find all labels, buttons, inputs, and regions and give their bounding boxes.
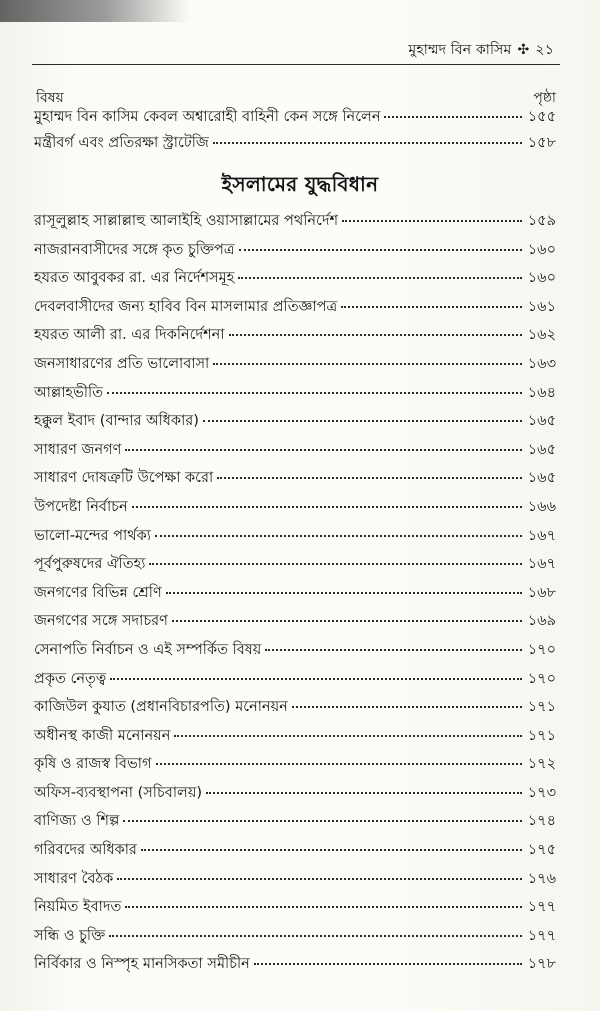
toc-entry-title: সন্ধি ও চুক্তি (34, 927, 106, 944)
toc-entry-title: গরিবদের অধিকার (34, 842, 137, 859)
toc-entry-title: হযরত আবুবকর রা. এর নির্দেশসমূহ (34, 270, 235, 287)
toc-entry-title: কাজিউল কুযাত (প্রধানবিচারপতি) মনোনয়ন (34, 699, 288, 716)
toc-entry-page: ১৬১ (527, 298, 556, 315)
toc-entry-page: ১৬৫ (527, 441, 556, 458)
section-heading: ইসলামের যুদ্ধবিধান (221, 172, 379, 196)
toc-entry (34, 839, 556, 868)
toc-entry (34, 582, 556, 611)
dot-leader (123, 820, 522, 822)
toc-entry-page: ১৬৪ (527, 384, 556, 401)
dot-leader (384, 116, 522, 118)
toc-entry (34, 696, 556, 725)
toc-entry-page: ১৭২ (527, 756, 556, 773)
dot-leader (149, 563, 522, 565)
toc-entry-page: ১৭৪ (527, 813, 556, 830)
dot-leader (213, 142, 522, 144)
ornament-icon: ✣ (517, 42, 530, 58)
dot-leader (265, 649, 522, 651)
dot-leader (213, 363, 522, 365)
toc-entry-title: আল্লাহভীতি (34, 384, 104, 401)
dot-leader (109, 935, 522, 937)
toc-entry-page: ১৭৮ (527, 956, 556, 973)
toc-entry-page: ১৬০ (527, 270, 556, 287)
toc-entry-title: উপদেষ্টা নির্বাচন (34, 498, 128, 515)
toc-entry-title: পূর্বপুরুষদের ঐতিহ্য (34, 556, 146, 573)
toc-entry-page: ১৫৫ (527, 109, 556, 125)
dot-leader (156, 763, 523, 765)
dot-leader (254, 963, 522, 965)
dot-leader (238, 277, 522, 279)
toc-list (34, 210, 556, 982)
toc-entry-page: ১৭৭ (527, 899, 556, 916)
dot-leader (203, 420, 522, 422)
toc-entry-page: ১৫৯ (527, 213, 556, 229)
toc-entry (34, 639, 556, 668)
toc-entry-title: দেবলবাসীদের জন্য হাবিব বিন মাসলামার প্রতিজ্ঞাপত্র (34, 298, 338, 315)
toc-entry-title: জনগণের বিভিন্ন শ্রেণি (34, 584, 162, 601)
toc-entry-title: সাধারণ বৈঠক (34, 870, 114, 887)
toc-entry (34, 439, 556, 468)
dot-leader (107, 392, 522, 394)
toc-entry (34, 296, 556, 325)
toc-entry (34, 782, 556, 811)
toc-entry (34, 496, 556, 525)
toc-entry (34, 382, 556, 411)
toc-entry (34, 896, 556, 925)
dot-leader (174, 735, 522, 737)
toc-entry-title: সাধারণ দোষত্রুটি উপেক্ষা করো (34, 470, 214, 487)
dot-leader (110, 678, 522, 680)
toc-entry (34, 753, 556, 782)
toc-entry (34, 267, 556, 296)
toc-entry-page: ১৬২ (527, 327, 556, 344)
toc-entry (34, 132, 556, 158)
toc-entry-page: ১৭০ (527, 641, 556, 658)
toc-entry-page: ১৭৬ (527, 870, 556, 887)
toc-entry-title: মুহাম্মদ বিন কাসিম কেবল অশ্বারোহী বাহিনী কেন সঙ্গে নিলেন (34, 109, 381, 125)
toc-entry (34, 525, 556, 554)
running-header-title: মুহাম্মদ বিন কাসিম (408, 42, 512, 58)
dot-leader (166, 592, 522, 594)
toc-entry-page: ১৬৯ (527, 613, 556, 630)
toc-entry-title: অফিস-ব্যবস্থাপনা (সচিবালয়) (34, 784, 203, 801)
toc-entry-title: মন্ত্রীবর্গ এবং প্রতিরক্ষা স্ট্রাটেজি (34, 135, 209, 151)
toc-entry (34, 324, 556, 353)
page-column-label: পৃষ্ঠা (533, 90, 556, 106)
toc-entry-title: প্রকৃত নেতৃত্ব (34, 670, 107, 687)
toc-entry (34, 725, 556, 754)
toc-entry (34, 210, 556, 239)
subject-column-label: বিষয় (36, 90, 64, 106)
dot-leader (125, 906, 522, 908)
toc-entry-page: ১৬৬ (527, 498, 556, 515)
toc-entry-page: ১৭০ (527, 670, 556, 687)
running-header (408, 38, 554, 62)
page-edge-shadow (0, 0, 190, 22)
toc-entry-title: জনসাধারণের প্রতি ভালোবাসা (34, 355, 210, 372)
toc-list-continued (34, 106, 556, 158)
toc-entry-title: ভালো-মন্দের পার্থক্য (34, 527, 151, 544)
toc-entry-title: সাধারণ জনগণ (34, 441, 122, 458)
dot-leader (132, 506, 522, 508)
toc-entry-title: হযরত আলী রা. এর দিকনির্দেশনা (34, 327, 225, 344)
toc-entry-page: ১৬০ (527, 241, 556, 258)
toc-entry (34, 810, 556, 839)
dot-leader (342, 220, 522, 222)
dot-leader (117, 878, 522, 880)
toc-entry-title: বাণিজ্য ও শিল্প (34, 813, 120, 830)
dot-leader (229, 334, 522, 336)
dot-leader (172, 620, 522, 622)
toc-entry-page: ১৬৫ (527, 413, 556, 430)
toc-entry-page: ১৭৭ (527, 927, 556, 944)
toc-entry-title: অধীনস্থ কাজী মনোনয়ন (34, 727, 171, 744)
toc-entry-title: নির্বিকার ও নিস্পৃহ মানসিকতা সমীচীন (34, 956, 250, 973)
header-rule (32, 64, 560, 65)
toc-entry (34, 353, 556, 382)
toc-entry (34, 868, 556, 897)
toc-entry (34, 106, 556, 132)
toc-entry-page: ১৬৭ (527, 556, 556, 573)
toc-entry-title: নিয়মিত ইবাদত (34, 899, 122, 916)
dot-leader (155, 535, 522, 537)
toc-entry (34, 953, 556, 982)
toc-entry-title: রাসূলুল্লাহ সাল্লাল্লাহু আলাইহি ওয়াসাল্লামের পথনির্দেশ (34, 213, 339, 229)
toc-entry (34, 239, 556, 268)
toc-entry-page: ১৫৮ (527, 135, 556, 151)
dot-leader (206, 792, 522, 794)
dot-leader (239, 249, 522, 251)
toc-entry-page: ১৭৫ (527, 842, 556, 859)
toc-entry-page: ১৬৮ (527, 584, 556, 601)
dot-leader (125, 449, 522, 451)
toc-entry (34, 925, 556, 954)
page-number: ২১ (535, 42, 554, 58)
dot-leader (141, 849, 522, 851)
toc-entry-page: ১৬৭ (527, 527, 556, 544)
toc-entry-title: সেনাপতি নির্বাচন ও এই সম্পর্কিত বিষয় (34, 641, 262, 658)
dot-leader (341, 306, 522, 308)
toc-entry-page: ১৭৩ (527, 784, 556, 801)
toc-entry-title: হক্কুল ইবাদ (বান্দার অধিকার) (34, 413, 199, 430)
toc-entry (34, 553, 556, 582)
toc-entry-title: জনগণের সঙ্গে সদাচরণ (34, 613, 168, 630)
toc-entry (34, 668, 556, 697)
toc-entry (34, 410, 556, 439)
dot-leader (292, 706, 522, 708)
toc-entry-title: নাজরানবাসীদের সঙ্গে কৃত চুক্তিপত্র (34, 241, 235, 258)
dot-leader (217, 477, 522, 479)
toc-entry-page: ১৬৩ (527, 355, 556, 372)
toc-entry-title: কৃষি ও রাজস্ব বিভাগ (34, 756, 152, 773)
toc-entry-page: ১৭১ (527, 727, 556, 744)
toc-entry-page: ১৬৫ (527, 470, 556, 487)
toc-entry (34, 467, 556, 496)
toc-entry (34, 610, 556, 639)
toc-entry-page: ১৭১ (527, 699, 556, 716)
